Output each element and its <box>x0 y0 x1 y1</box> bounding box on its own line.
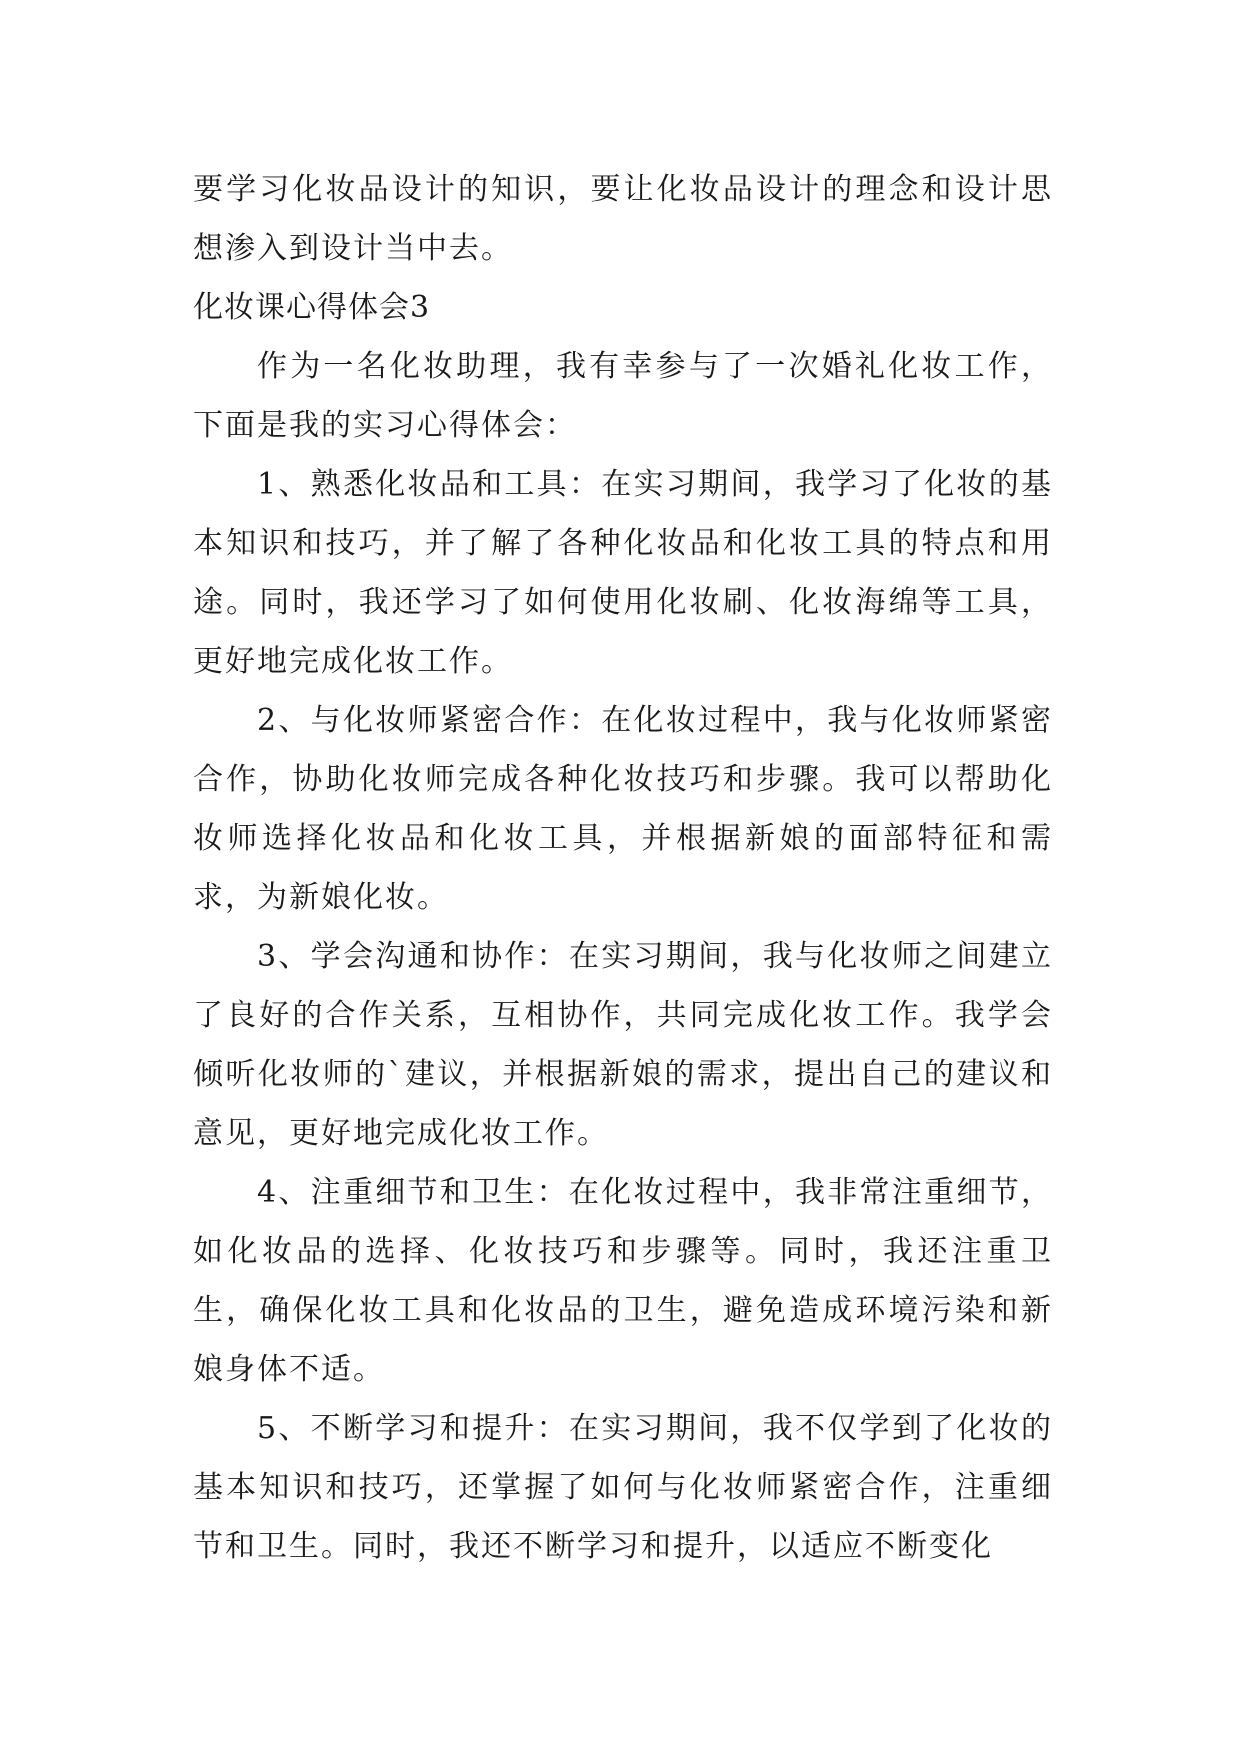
paragraph-item-1: 1、熟悉化妆品和工具：在实习期间，我学习了化妆的基本知识和技巧，并了解了各种化妆品和化妆工具的特点和用途。同时，我还学习了如何使用化妆刷、化妆海绵等工具，更好地完成化妆工作。 <box>193 467 1053 679</box>
paragraph-item-3: 3、学会沟通和协作：在实习期间，我与化妆师之间建立了良好的合作关系，互相协作，共同完成化妆工作。我学会倾听化妆师的`建议，并根据新娘的需求，提出自己的建议和意见，更好地完成化妆工作。 <box>193 939 1053 1151</box>
paragraph-continuation: 要学习化妆品设计的知识，要让化妆品设计的理念和设计思想渗入到设计当中去。 <box>193 172 1053 266</box>
paragraph-intro: 作为一名化妆助理，我有幸参与了一次婚礼化妆工作，下面是我的实习心得体会： <box>193 349 1053 443</box>
paragraph-item-5: 5、不断学习和提升：在实习期间，我不仅学到了化妆的基本知识和技巧，还掌握了如何与化妆师紧密合作，注重细节和卫生。同时，我还不断学习和提升，以适应不断变化 <box>193 1411 1053 1564</box>
section-heading: 化妆课心得体会3 <box>193 290 431 325</box>
paragraph-item-4: 4、注重细节和卫生：在化妆过程中，我非常注重细节，如化妆品的选择、化妆技巧和步骤等。同时，我还注重卫生，确保化妆工具和化妆品的卫生，避免造成环境污染和新娘身体不适。 <box>193 1175 1053 1387</box>
document-body <box>193 160 1053 1576</box>
paragraph-item-2: 2、与化妆师紧密合作：在化妆过程中，我与化妆师紧密合作，协助化妆师完成各种化妆技巧和步骤。我可以帮助化妆师选择化妆品和化妆工具，并根据新娘的面部特征和需求，为新娘化妆。 <box>193 703 1053 915</box>
